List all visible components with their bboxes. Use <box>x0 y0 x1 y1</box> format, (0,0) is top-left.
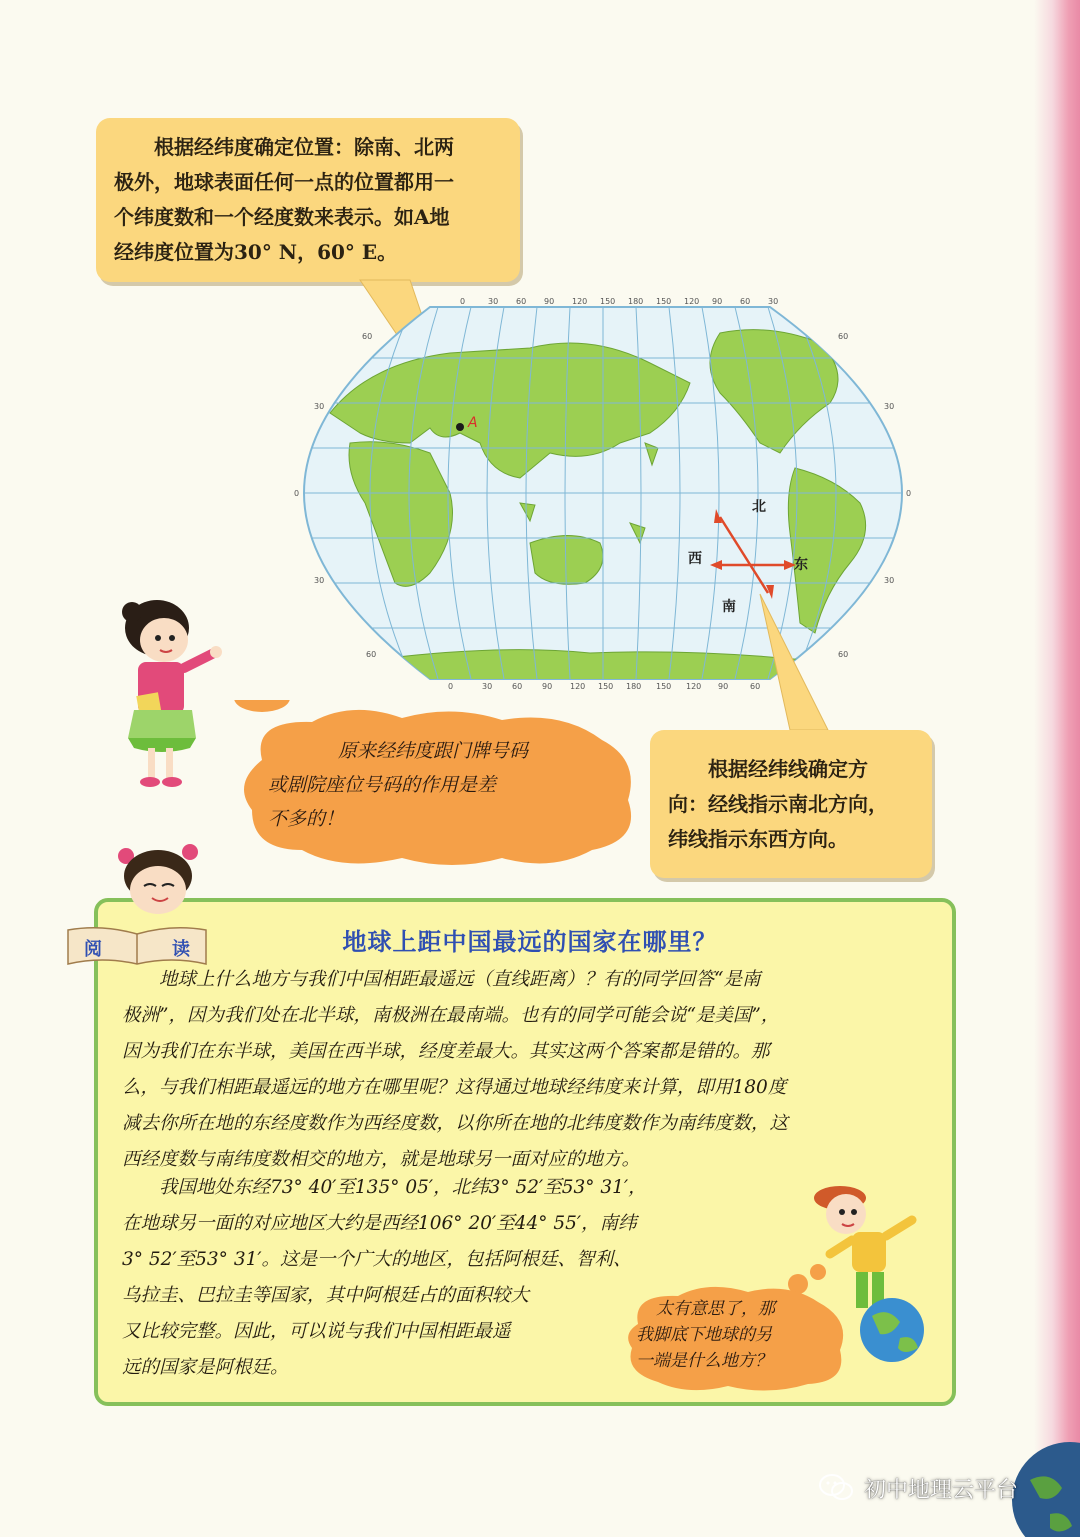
callout-direction <box>650 730 932 878</box>
girl-illustration <box>112 598 236 798</box>
tick-top: 90 <box>544 297 555 306</box>
paragraph-line: 远的国家是阿根廷。 <box>122 1357 289 1378</box>
tick-left: 30 <box>314 576 325 585</box>
tick-bottom: 150 <box>598 682 614 691</box>
reading-girl-illustration <box>104 836 214 916</box>
tick-bottom: 90 <box>718 682 729 691</box>
tick-left: 0 <box>294 489 300 498</box>
tick-right: 30 <box>884 402 895 411</box>
tick-top: 60 <box>516 297 527 306</box>
tick-bottom: 0 <box>448 682 454 691</box>
callout-latlon-position <box>96 118 520 282</box>
tick-right: 60 <box>838 332 849 341</box>
tick-left: 60 <box>366 650 377 659</box>
tick-bottom: 150 <box>656 682 672 691</box>
tick-bottom: 30 <box>482 682 493 691</box>
tick-top: 150 <box>656 297 672 306</box>
tick-right: 30 <box>884 576 895 585</box>
tick-top: 30 <box>768 297 779 306</box>
speech-line: 原来经纬度跟门牌号码 <box>338 740 529 762</box>
girl-speech-text <box>268 734 608 836</box>
tick-top: 150 <box>600 297 616 306</box>
reading-title: 地球上距中国最远的国家在哪里？ <box>342 928 718 956</box>
point-a-marker <box>456 423 464 431</box>
watermark <box>818 1468 1018 1508</box>
paragraph-line: 极洲”，因为我们处在北半球，南极洲在最南端。也有的同学可能会说“是美国”， <box>122 1005 780 1026</box>
tick-left: 60 <box>362 332 373 341</box>
tick-top: 30 <box>488 297 499 306</box>
watermark-text: 初中地理云平台 <box>864 1477 1019 1503</box>
callout-line: 个纬度数和一个经度数来表示。如A地 <box>114 205 450 229</box>
tick-right: 0 <box>906 489 912 498</box>
speech-line: 不多的！ <box>268 808 345 830</box>
paragraph-line: 因为我们在东半球，美国在西半球，经度差最大。其实这两个答案都是错的。那 <box>122 1041 770 1062</box>
paragraph-line: 在地球另一面的对应地区大约是西经106° 20′至44° 55′，南纬 <box>122 1213 637 1234</box>
compass-east: 东 <box>794 557 808 573</box>
paragraph-line: 地球上什么地方与我们中国相距最遥远（直线距离）？有的同学回答“是南 <box>159 969 761 990</box>
compass-north: 北 <box>752 499 766 515</box>
callout-line: 根据经纬线确定方 <box>708 757 868 781</box>
tick-bottom: 60 <box>512 682 523 691</box>
compass-west: 西 <box>688 551 702 567</box>
paragraph-line: 乌拉圭、巴拉圭等国家，其中阿根廷占的面积较大 <box>122 1285 530 1306</box>
speech-line: 或剧院座位号码的作用是差 <box>268 774 497 796</box>
tick-right: 60 <box>838 650 849 659</box>
tick-top: 0 <box>460 297 466 306</box>
paragraph-line: 又比较完整。因此，可以说与我们中国相距最遥 <box>122 1321 511 1342</box>
compass-south: 南 <box>722 599 736 615</box>
tick-bottom: 120 <box>570 682 586 691</box>
speech-line: 一端是什么地方？ <box>636 1351 772 1371</box>
reading-tag-book <box>62 924 212 966</box>
tick-top: 90 <box>712 297 723 306</box>
callout-line: 经纬度位置为30° N，60° E。 <box>114 240 398 264</box>
speech-line: 太有意思了，那 <box>656 1299 775 1319</box>
callout-line: 极外，地球表面任何一点的位置都用一 <box>114 170 454 194</box>
callout-line: 根据经纬度确定位置：除南、北两 <box>154 135 454 159</box>
tick-top: 120 <box>684 297 700 306</box>
tick-left: 30 <box>314 402 325 411</box>
reading-tag-right: 读 <box>172 939 190 960</box>
boy-speech-text <box>636 1296 836 1374</box>
callout-line: 向：经线指示南北方向， <box>668 792 888 816</box>
callout-line: 纬线指示东西方向。 <box>668 827 848 851</box>
reading-paragraph-1 <box>122 962 930 1178</box>
paragraph-line: 3° 52′至53° 31′。这是一个广大的地区，包括阿根廷、智利、 <box>122 1249 632 1270</box>
tick-top: 120 <box>572 297 588 306</box>
reading-tag-left: 阅 <box>84 939 102 960</box>
point-a-label: A <box>468 415 478 431</box>
tick-top: 60 <box>740 297 751 306</box>
paragraph-line: 减去你所在地的东经度数作为西经度数，以你所在地的北纬度数作为南纬度数，这 <box>122 1113 789 1134</box>
tick-bottom: 90 <box>542 682 553 691</box>
tick-bottom: 120 <box>686 682 702 691</box>
speech-line: 我脚底下地球的另 <box>636 1325 772 1345</box>
tick-top: 180 <box>628 297 644 306</box>
tick-bottom: 180 <box>626 682 642 691</box>
page-edge <box>1034 0 1080 1537</box>
paragraph-line: 么，与我们相距最遥远的地方在哪里呢？这得通过地球经纬度来计算，即用180度 <box>122 1077 787 1098</box>
paragraph-line: 西经度数与南纬度数相交的地方，就是地球另一面对应的地方。 <box>122 1149 641 1170</box>
wechat-icon <box>818 1473 854 1503</box>
callout-pointer <box>750 590 850 740</box>
globe-corner-icon <box>1010 1440 1080 1537</box>
paragraph-line: 我国地处东经73° 40′至135° 05′，北纬3° 52′至53° 31′， <box>159 1177 647 1198</box>
tick-bottom: 60 <box>750 682 761 691</box>
